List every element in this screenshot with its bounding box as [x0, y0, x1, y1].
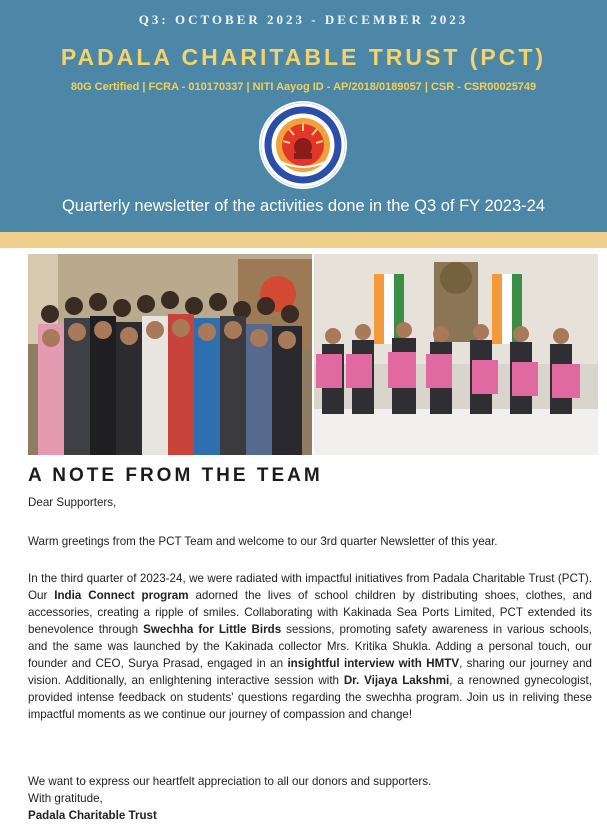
signature-line: Padala Charitable Trust — [28, 809, 157, 822]
poster-launch-photo-icon — [314, 254, 598, 455]
photo-strip — [28, 254, 598, 455]
newsletter-subtitle: Quarterly newsletter of the activities done in the Q3 of FY 2023-24 — [61, 197, 546, 215]
newsletter-header — [0, 0, 607, 232]
body-paragraph — [28, 570, 592, 723]
body-text-1: In the third quarter of 2023-24, we were radiated with impactful initiatives from Padala Charitable Trust (PCT). Our — [28, 572, 592, 602]
india-connect-highlight: India Connect program — [54, 589, 189, 602]
gratitude-line: With gratitude, — [28, 792, 103, 805]
certifications-line: 80G Certified | FCRA - 010170337 | NITI Aayog ID - AP/2018/0189057 | CSR - CSR00025749 — [70, 81, 537, 93]
welcome-paragraph: Warm greetings from the PCT Team and welcome to our 3rd quarter Newsletter of this year. — [28, 535, 498, 548]
team-group-photo-icon — [28, 254, 312, 455]
greeting-line: Dear Supporters, — [28, 496, 117, 509]
gold-divider-band — [0, 232, 607, 248]
body-text-2: adorned the lives of school children by distributing shoes, clothes, and accessories, creating a ripple of smiles. Collaborating with Kakinada Sea Ports Limited, PCT extended its benevolence through — [28, 589, 592, 636]
pct-seal-logo-icon — [259, 101, 347, 189]
thanks-line: We want to express our heartfelt appreciation to all our donors and supporters. — [28, 775, 432, 788]
body-text-4: , sharing our journey and vision. Additionally, an enlightening interactive session with — [28, 657, 592, 687]
hmtv-interview-highlight: insightful interview with HMTV — [287, 657, 460, 670]
body-text-3: sessions, promoting safety awareness in various schools, and the same was launched by the Kakinada collector Mrs. Kritika Shukla. Adding a personal touch, our founder and CEO, Surya Prasad, engaged in an — [28, 623, 592, 670]
org-title: PADALA CHARITABLE TRUST (PCT) — [60, 44, 547, 70]
body-text-5: , a renowned gynecologist, provided intense feedback on students' questions regarding the swechha program. Join us in reliving these impactful moments as we continue our journey of compassion and change! — [28, 674, 592, 721]
swechha-highlight: Swechha for Little Birds — [143, 623, 282, 636]
note-section-title: A NOTE FROM THE TEAM — [28, 465, 323, 486]
dr-vijaya-highlight: Dr. Vijaya Lakshmi — [343, 674, 450, 687]
quarter-label: Q3: OCTOBER 2023 - DECEMBER 2023 — [138, 12, 469, 27]
